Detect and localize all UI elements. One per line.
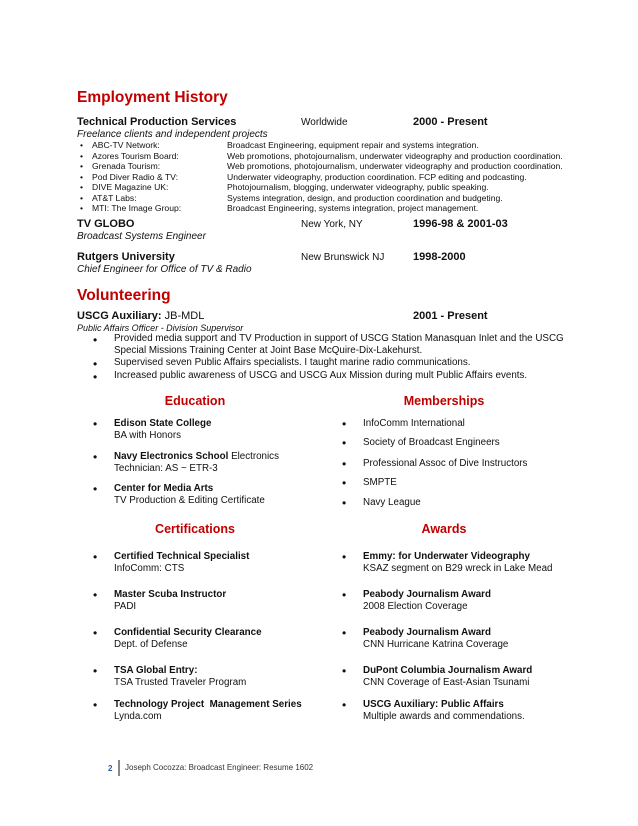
bullet-icon: • (342, 626, 347, 640)
award-detail: KSAZ segment on B29 wreck in Lake Mead (363, 563, 553, 574)
list-item (78, 193, 578, 204)
client-name: Grenada Tourism: (92, 161, 161, 171)
bullet-icon: • (80, 161, 84, 171)
volunteer-org-unit: JB-MDL (161, 310, 205, 322)
list-item: SMPTE (363, 477, 397, 488)
job-subtitle: Chief Engineer for Office of TV & Radio (77, 264, 252, 275)
award-title: Emmy: for Underwater Videography (363, 551, 530, 562)
list-item (78, 203, 578, 214)
job-location: New York, NY (301, 219, 363, 230)
cert-title: Technology Project Management Series (114, 699, 302, 710)
bullet-icon: • (93, 588, 98, 602)
bullet-icon: • (342, 436, 347, 450)
job-title: Rutgers University (77, 251, 175, 263)
volunteer-org (77, 310, 204, 322)
bullet-icon: • (80, 150, 84, 161)
client-desc: Broadcast Engineering, systems integration, project management. (227, 203, 479, 213)
list-item (78, 172, 578, 183)
list-item (114, 418, 334, 442)
employment-heading: Employment History (77, 89, 228, 106)
list-item (363, 665, 578, 689)
award-detail: CNN Coverage of East-Asian Tsunami (363, 677, 530, 688)
education-degree: BA with Honors (114, 430, 181, 441)
client-desc: Web promotions, photojournalism, underwater videography and production coordination. (227, 161, 563, 171)
education-degree: TV Production & Editing Certificate (114, 495, 265, 506)
footer-divider (118, 760, 120, 776)
job-title: TV GLOBO (77, 218, 135, 230)
list-item (114, 589, 339, 613)
cert-issuer: Dept. of Defense (114, 639, 188, 650)
client-name: DIVE Magazine UK: (92, 182, 169, 192)
job-dates: 2000 - Present (413, 116, 488, 128)
bullet-icon: • (93, 626, 98, 640)
list-item (114, 551, 339, 575)
bullet-icon: • (80, 192, 84, 203)
list-item: Society of Broadcast Engineers (363, 437, 500, 448)
bullet-icon: • (80, 140, 84, 150)
list-item: Provided media support and TV Production in support of USCG Station Manasquan Inlet and the USCG Special Missions Training Center at Joint Base McQuire-Dix-Lakehurst. (114, 333, 564, 356)
client-name: AT&T Labs: (92, 192, 137, 203)
volunteer-dates: 2001 - Present (413, 310, 488, 322)
job-subtitle: Freelance clients and independent projects (77, 129, 268, 140)
award-detail: Multiple awards and commendations. (363, 711, 525, 722)
cert-title: Confidential Security Clearance (114, 627, 262, 638)
bullet-icon: • (342, 698, 347, 712)
bullet-icon: • (93, 550, 98, 564)
bullet-icon: • (342, 417, 347, 431)
bullet-icon: • (93, 357, 98, 371)
cert-issuer: TSA Trusted Traveler Program (114, 677, 247, 688)
job-title: Technical Production Services (77, 116, 237, 128)
list-item: InfoComm International (363, 418, 465, 429)
volunteer-org-name: USCG Auxiliary: (77, 310, 162, 322)
list-item (363, 627, 578, 651)
bullet-icon: • (342, 664, 347, 678)
client-list (78, 140, 578, 214)
cert-issuer: Lynda.com (114, 711, 162, 722)
job-location: New Brunswick NJ (301, 252, 385, 263)
bullet-icon: • (93, 450, 98, 464)
award-title: DuPont Columbia Journalism Award (363, 665, 533, 676)
job-dates: 1998-2000 (413, 251, 466, 263)
cert-title: Certified Technical Specialist (114, 551, 250, 562)
education-school: Center for Media Arts (114, 483, 214, 494)
cert-issuer: PADI (114, 601, 137, 612)
award-title: Peabody Journalism Award (363, 589, 491, 600)
list-item: Supervised seven Public Affairs specialists. I taught marine radio communications. (114, 357, 471, 368)
client-name: Pod Diver Radio & TV: (92, 171, 178, 182)
list-item (114, 627, 339, 651)
cert-title: Master Scuba Instructor (114, 589, 227, 600)
client-desc: Systems integration, design, and production coordination and budgeting. (227, 192, 503, 203)
bullet-icon: • (342, 476, 347, 490)
bullet-icon: • (342, 457, 347, 471)
list-item (114, 483, 334, 507)
cert-title: TSA Global Entry: (114, 665, 198, 676)
bullet-icon: • (342, 496, 347, 510)
list-item: Increased public awareness of USCG and USCG Aux Mission during mult Public Affairs events. (114, 370, 528, 381)
education-school: Edison State College (114, 418, 212, 429)
client-name: Azores Tourism Board: (92, 150, 179, 161)
bullet-icon: • (93, 417, 98, 431)
bullet-icon: • (93, 333, 98, 347)
list-item (78, 151, 578, 162)
bullet-icon: • (342, 588, 347, 602)
job-location: Worldwide (301, 117, 348, 128)
certifications-heading: Certifications (155, 522, 235, 536)
bullet-icon: • (93, 698, 98, 712)
list-item (114, 699, 339, 723)
list-item (114, 451, 334, 475)
client-name: MTI: The Image Group: (92, 203, 182, 213)
volunteering-heading: Volunteering (77, 287, 171, 304)
bullet-icon: • (342, 550, 347, 564)
list-item (363, 699, 578, 723)
award-title: USCG Auxiliary: Public Affairs (363, 699, 504, 710)
client-name: ABC-TV Network: (92, 140, 160, 150)
award-detail: 2008 Election Coverage (363, 601, 468, 612)
list-item (78, 140, 578, 151)
bullet-icon: • (80, 182, 84, 192)
list-item (78, 182, 578, 193)
volunteer-role: Public Affairs Officer - Division Supervisor (77, 323, 244, 333)
awards-heading: Awards (421, 522, 467, 536)
client-desc: Broadcast Engineering, equipment repair and systems integration. (227, 140, 479, 150)
education-school: Navy Electronics School Electronics (114, 451, 279, 462)
job-subtitle: Broadcast Systems Engineer (77, 231, 206, 242)
education-heading: Education (164, 394, 226, 408)
award-detail: CNN Hurricane Katrina Coverage (363, 639, 509, 650)
list-item (114, 665, 339, 689)
cert-issuer: InfoComm: CTS (114, 563, 185, 574)
bullet-icon: • (80, 171, 84, 182)
list-item: Professional Assoc of Dive Instructors (363, 458, 528, 469)
client-desc: Underwater videography, production coordination. FCP editing and podcasting. (227, 171, 527, 182)
client-desc: Web promotions, photojournalism, underwater videography and production coordination. (227, 150, 563, 161)
education-degree: Technician: AS ~ ETR-3 (114, 463, 218, 474)
job-dates: 1996-98 & 2001-03 (413, 218, 508, 230)
award-title: Peabody Journalism Award (363, 627, 491, 638)
page-number: 2 (108, 764, 113, 773)
memberships-heading: Memberships (403, 394, 485, 408)
footer-text: Joseph Cocozza: Broadcast Engineer: Resume 1602 (125, 763, 314, 772)
bullet-icon: • (93, 370, 98, 384)
list-item (78, 161, 578, 172)
client-desc: Photojournalism, blogging, underwater videography, public speaking. (227, 182, 489, 192)
bullet-icon: • (93, 664, 98, 678)
list-item (363, 589, 578, 613)
bullet-icon: • (80, 203, 84, 213)
list-item: Navy League (363, 497, 421, 508)
bullet-icon: • (93, 482, 98, 496)
list-item (363, 551, 578, 575)
